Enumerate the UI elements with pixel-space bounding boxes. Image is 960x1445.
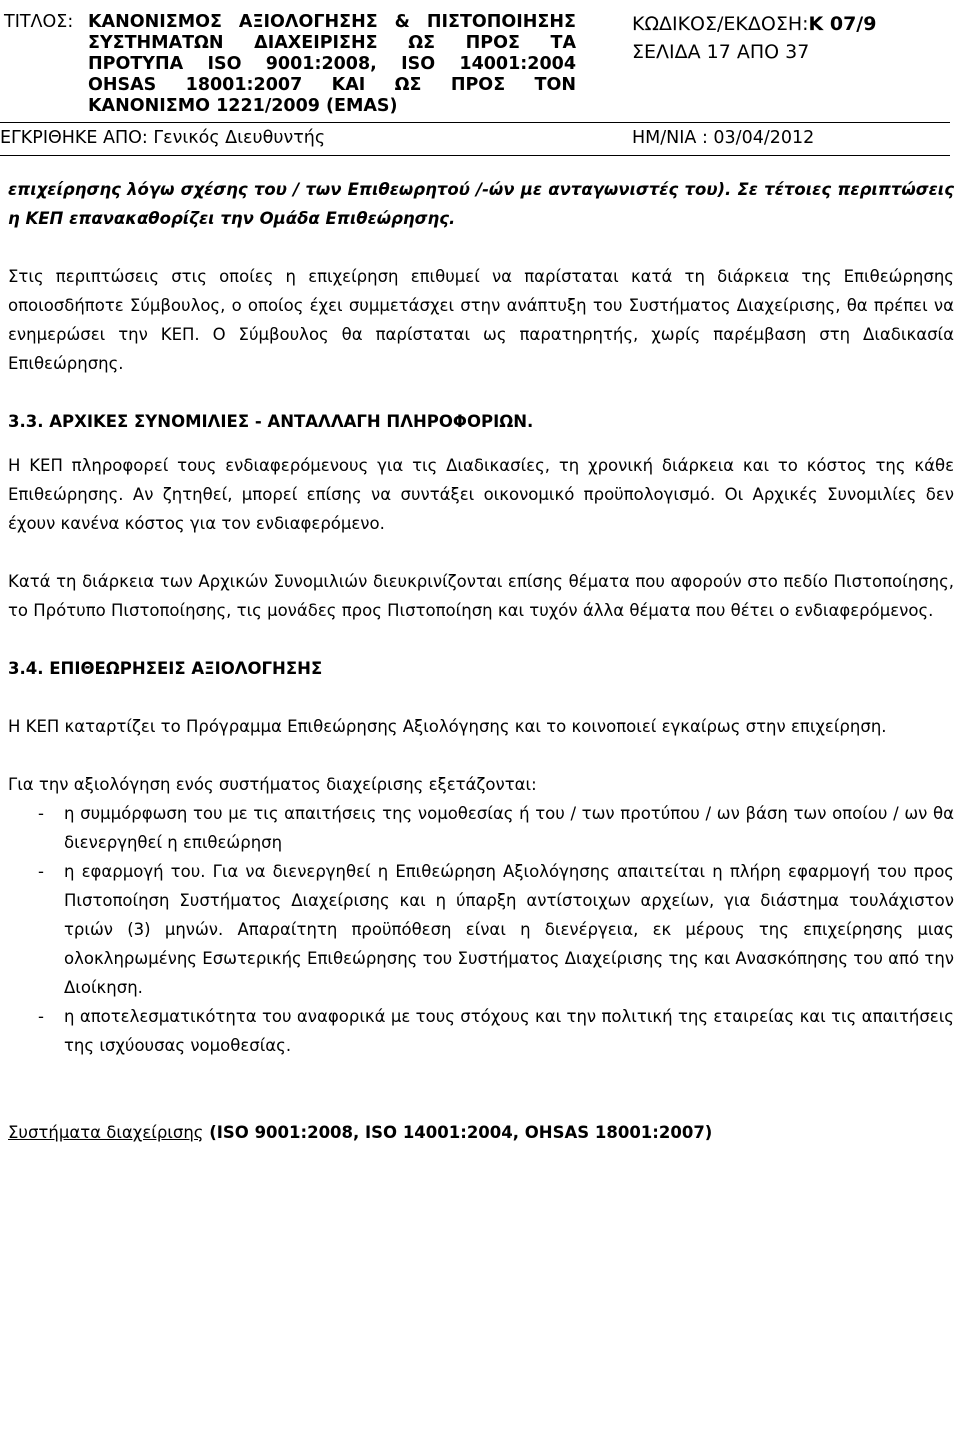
title-line: OHSAS 18001:2007 ΚΑΙ ΩΣ ΠΡΟΣ ΤΟΝ	[88, 75, 576, 95]
evaluation-intro: Για την αξιολόγηση ενός συστήματος διαχείρισης εξετάζονται:	[8, 775, 537, 794]
list-item	[8, 857, 954, 1002]
list-item-text: η εφαρμογή του. Για να διενεργηθεί η Επιθεώρηση Αξιολόγησης απαιτείται η πλήρη εφαρμογή του προς Πιστοποίηση Συστήματος Διαχείρισης και η ύπαρξη αντίστοιχων αρχείων, για διάστημα τουλάχιστον τριών (3) μηνών. Απαραίτητη προϋπόθεση είναι η διενέργεια, εκ μέρους της επιχείρησης μιας ολοκληρωμένης Εσωτερικής Επιθεώρησης του Συστήματος Διαχείρισης της και Ανασκόπησης του από την Διοίκηση.	[64, 862, 954, 997]
intro-paragraph: επιχείρησης λόγω σχέσης του / των Επιθεωρητού /-ών με ανταγωνιστές του). Σε τέτοιες περιπτώσεις η ΚΕΠ επανακαθορίζει την Ομάδα Επιθεώρησης.	[8, 180, 954, 228]
title-line: ΚΑΝΟΝΙΣΜΟΣ ΑΞΙΟΛΟΓΗΣΗΣ & ΠΙΣΤΟΠΟΙΗΣΗΣ	[88, 12, 576, 32]
standards-list: (ISO 9001:2008, ISO 14001:2004, OHSAS 18001:2007)	[203, 1123, 713, 1142]
list-dash: -	[38, 804, 44, 823]
section-heading-3-4: 3.4. ΕΠΙΘΕΩΡΗΣΕΙΣ ΑΞΙΟΛΟΓΗΣΗΣ	[8, 659, 323, 678]
title-line: ΠΡΟΤΥΠΑ ISO 9001:2008, ISO 14001:2004	[88, 54, 576, 74]
approved-by: ΕΓΚΡΙΘΗΚΕ ΑΠΟ: Γενικός Διευθυντής	[0, 128, 326, 148]
list-item	[8, 799, 954, 857]
list-item-text: η συμμόρφωση του με τις απαιτήσεις της νομοθεσίας ή του / των προτύπου / ων βάση των οποίου / ων θα διενεργηθεί η επιθεώρηση	[64, 804, 954, 852]
list-dash: -	[38, 1007, 44, 1026]
list-dash: -	[38, 862, 44, 881]
header-code-block	[632, 12, 876, 64]
document-body	[8, 175, 954, 1147]
header-divider	[0, 155, 950, 156]
page-number: ΣΕΛΙΔΑ 17 ΑΠΟ 37	[632, 41, 810, 63]
title-line: ΣΥΣΤΗΜΑΤΩΝ ΔΙΑΧΕΙΡΙΣΗΣ ΩΣ ΠΡΟΣ ΤΑ	[88, 33, 576, 53]
list-item	[8, 1002, 954, 1060]
consultant-paragraph: Στις περιπτώσεις στις οποίες η επιχείρηση επιθυμεί να παρίσταται κατά τη διάρκεια της Επιθεώρησης οποιοσδήποτε Σύμβουλος, ο οποίος έχει συμμετάσχει στην ανάπτυξη του Συστήματος Διαχείρισης, θα πρέπει να ενημερώσει την ΚΕΠ. Ο Σύμβουλος θα παρίσταται ως παρατηρητής, χωρίς παρέμβαση στη Διαδικασία Επιθεώρησης.	[8, 267, 954, 373]
header-divider	[0, 122, 950, 123]
section-heading-3-3: 3.3. ΑΡΧΙΚΕΣ ΣΥΝΟΜΙΛΙΕΣ - ΑΝΤΑΛΛΑΓΗ ΠΛΗΡΟΦΟΡΙΩΝ.	[8, 412, 534, 431]
management-systems-link: Συστήματα διαχείρισης	[8, 1123, 204, 1142]
code-line	[632, 12, 876, 36]
program-paragraph: Η ΚΕΠ καταρτίζει το Πρόγραμμα Επιθεώρησης Αξιολόγησης και το κοινοποιεί εγκαίρως στην επιχείρηση.	[8, 717, 887, 736]
title-line: ΚΑΝΟΝΙΣΜΟ 1221/2009 (EMAS)	[88, 96, 398, 116]
code-value: Κ 07/9	[808, 13, 877, 35]
document-header	[4, 6, 954, 122]
info-paragraph: Η ΚΕΠ πληροφορεί τους ενδιαφερόμενους για τις Διαδικασίες, τη χρονική διάρκεια και το κόστος της κάθε Επιθεώρησης. Αν ζητηθεί, μπορεί επίσης να συντάξει οικονομικό προϋπολογισμό. Οι Αρχικές Συνομιλίες δεν έχουν κανένα κόστος για τον ενδιαφερόμενο.	[8, 456, 954, 533]
title-label: ΤΙΤΛΟΣ:	[4, 12, 74, 32]
evaluation-list	[8, 799, 954, 1060]
management-systems-line	[8, 1118, 954, 1147]
list-item-text: η αποτελεσματικότητα του αναφορικά με τους στόχους και την πολιτική της εταιρείας και τις απαιτήσεις της ισχύουσας νομοθεσίας.	[64, 1007, 954, 1055]
approval-date: ΗΜ/ΝΙΑ : 03/04/2012	[632, 128, 815, 148]
code-label: ΚΩΔΙΚΟΣ/ΕΚΔΟΣΗ:	[632, 13, 809, 35]
discussions-paragraph: Κατά τη διάρκεια των Αρχικών Συνομιλιών διευκρινίζονται επίσης θέματα που αφορούν στο πεδίο Πιστοποίησης, το Πρότυπο Πιστοποίησης, τις μονάδες προς Πιστοποίηση και τυχόν άλλα θέματα που θέτει ο ενδιαφερόμενος.	[8, 572, 954, 620]
